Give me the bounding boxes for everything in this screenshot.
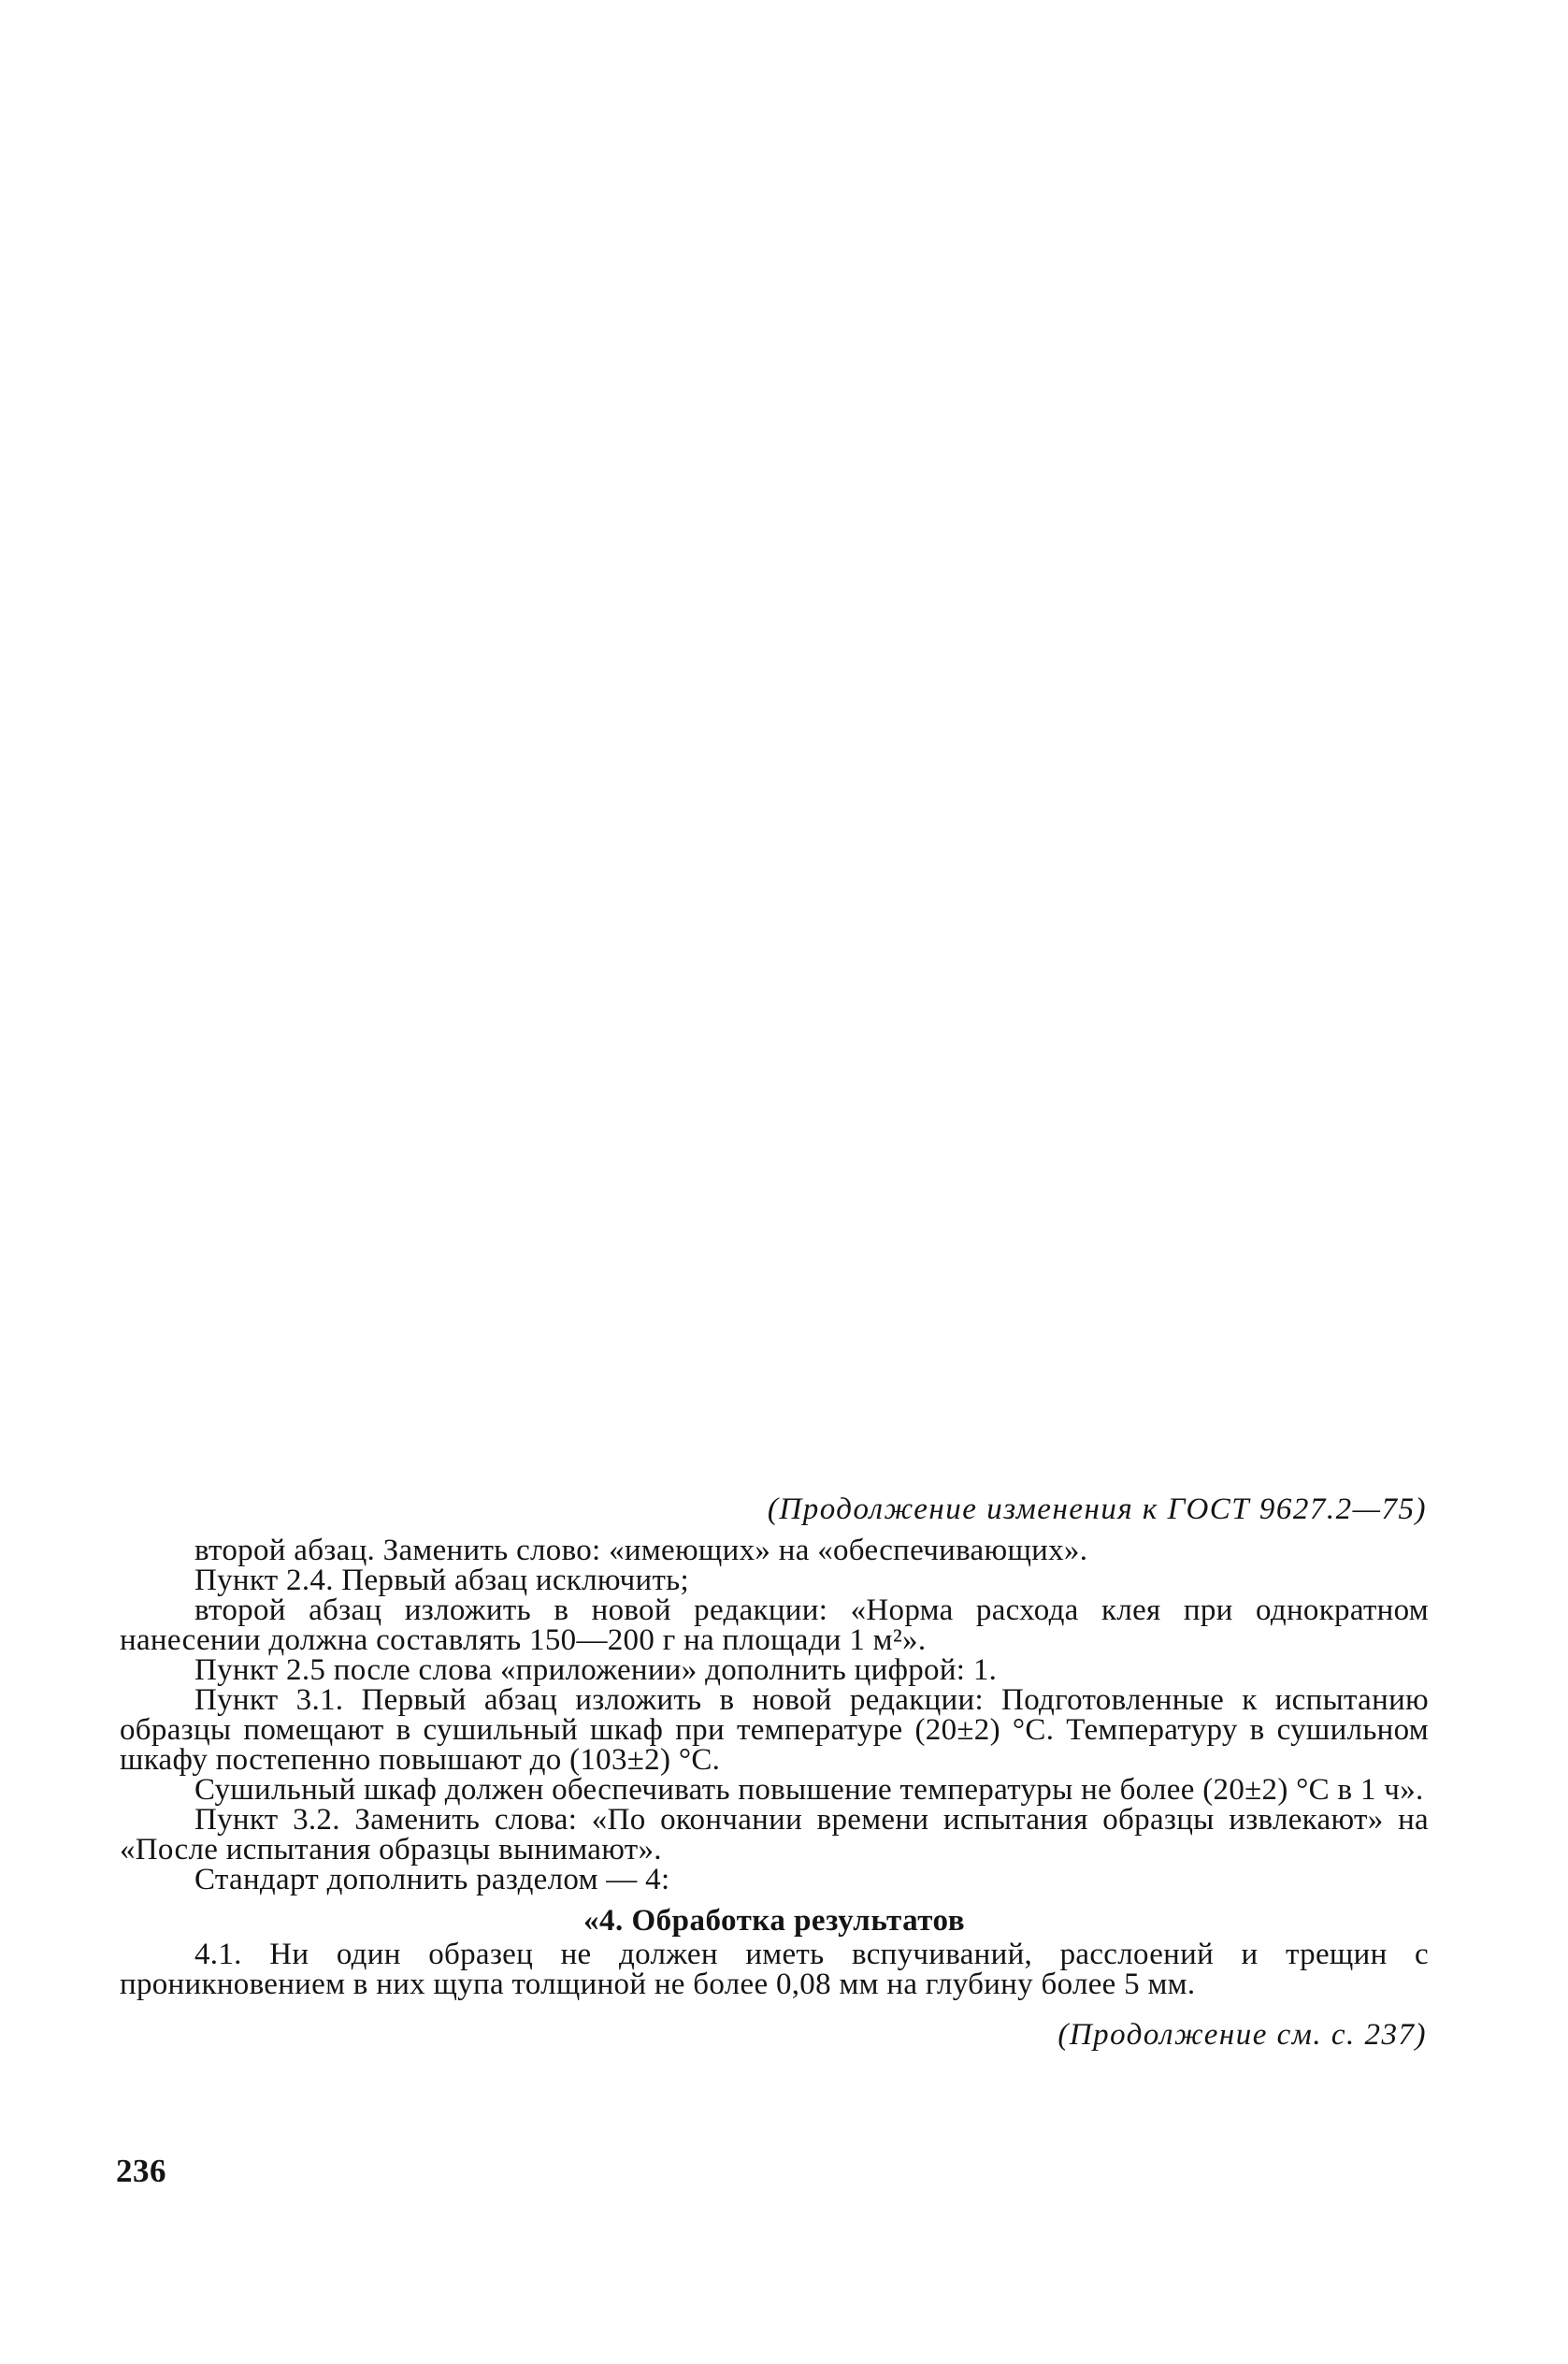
paragraph-2: Пункт 2.4. Первый абзац исключить;	[194, 1564, 689, 1597]
paragraph-5: Пункт 3.1. Первый абзац изложить в новой редакции: Подготовленные к испытанию образцы помещают в сушильный шкаф при температуре (20±2) °С. Температуру в сушильном шкафу постепенно повышают до (103±2) °С.	[120, 1683, 1429, 1777]
paragraph-7: Пункт 3.2. Заменить слова: «По окончании времени испытания образцы извлекают» на «После испытания образцы вынимают».	[120, 1803, 1429, 1867]
paragraph-6: Сушильный шкаф должен обеспечивать повышение температуры не более (20±2) °С в 1 ч».	[194, 1773, 1424, 1807]
text-block	[120, 1494, 1429, 2050]
paragraph-4: Пункт 2.5 после слова «приложении» дополнить цифрой: 1.	[194, 1653, 998, 1687]
section-paragraph: 4.1. Ни один образец не должен иметь вспучиваний, расслоений и трещин с проникновением в них щупа толщиной не более 0,08 мм на глубину более 5 мм.	[120, 1938, 1429, 2001]
paragraph-1: второй абзац. Заменить слово: «имеющих» на «обеспечивающих».	[194, 1534, 1088, 1567]
page-number: 236	[116, 2153, 166, 2189]
continuation-header: (Продолжение изменения к ГОСТ 9627.2—75)	[767, 1492, 1427, 1526]
paragraph-8: Стандарт дополнить разделом — 4:	[194, 1863, 670, 1896]
section-title: «4. Обработка результатов	[583, 1904, 966, 1938]
continuation-footer: (Продолжение см. с. 237)	[1057, 2018, 1427, 2052]
paragraph-3: второй абзац изложить в новой редакции: «Норма расхода клея при однократном нанесении должна составлять 150—200 г на площади 1 м²».	[120, 1593, 1429, 1657]
